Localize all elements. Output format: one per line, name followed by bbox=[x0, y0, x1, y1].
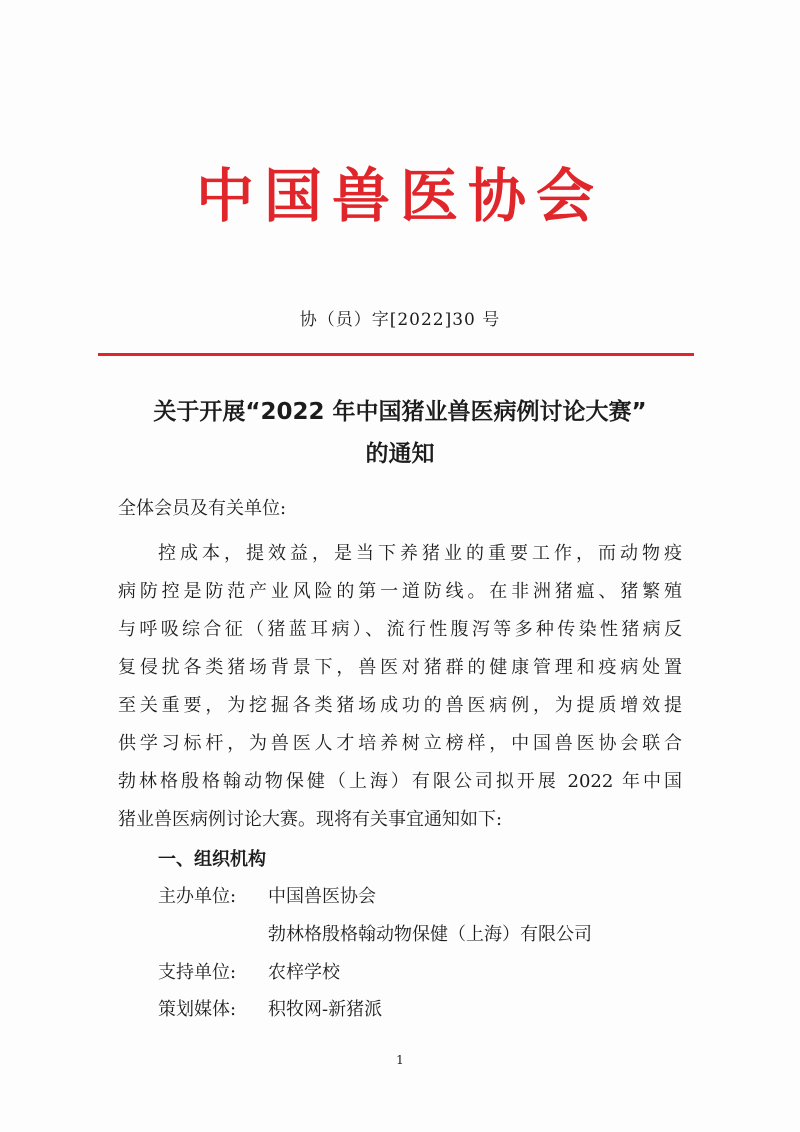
red-divider-line bbox=[98, 353, 694, 356]
support-value: 农梓学校 bbox=[268, 962, 340, 983]
body-line-7: 勃林格殷格翰动物保健（上海）有限公司拟开展 2022 年中国 bbox=[118, 771, 682, 792]
notice-title-line-1: 关于开展“2022 年中国猪业兽医病例讨论大赛” bbox=[153, 399, 647, 425]
section-heading-organization: 一、组织机构 bbox=[158, 849, 266, 870]
document-number: 协（员）字[2022]30 号 bbox=[299, 310, 501, 330]
body-line-5: 至关重要，为挖掘各类猪场成功的兽医病例，为提质增效提 bbox=[118, 695, 682, 716]
media-label: 策划媒体: bbox=[158, 999, 237, 1020]
media-value: 积牧网-新猪派 bbox=[268, 999, 383, 1020]
body-line-2: 病防控是防范产业风险的第一道防线。在非洲猪瘟、猪繁殖 bbox=[118, 581, 682, 602]
host-label: 主办单位: bbox=[158, 886, 237, 907]
body-line-4: 复侵扰各类猪场背景下，兽医对猪群的健康管理和疫病处置 bbox=[118, 657, 682, 678]
notice-title-line-2: 的通知 bbox=[365, 441, 435, 467]
body-line-3: 与呼吸综合征（猪蓝耳病）、流行性腹泻等多种传染性猪病反 bbox=[118, 619, 682, 640]
support-label: 支持单位: bbox=[158, 962, 237, 983]
organization-letterhead: 中国兽医协会 bbox=[195, 162, 604, 230]
host-value-2: 勃林格殷格翰动物保健（上海）有限公司 bbox=[268, 924, 592, 945]
body-line-1: 控成本，提效益，是当下养猪业的重要工作，而动物疫 bbox=[158, 543, 682, 564]
salutation: 全体会员及有关单位: bbox=[118, 498, 287, 519]
host-value-1: 中国兽医协会 bbox=[268, 886, 376, 907]
body-line-6: 供学习标杆，为兽医人才培养树立榜样，中国兽医协会联合 bbox=[118, 733, 682, 754]
page-number: 1 bbox=[396, 1053, 404, 1067]
body-line-8: 猪业兽医病例讨论大赛。现将有关事宜通知如下: bbox=[118, 809, 503, 830]
